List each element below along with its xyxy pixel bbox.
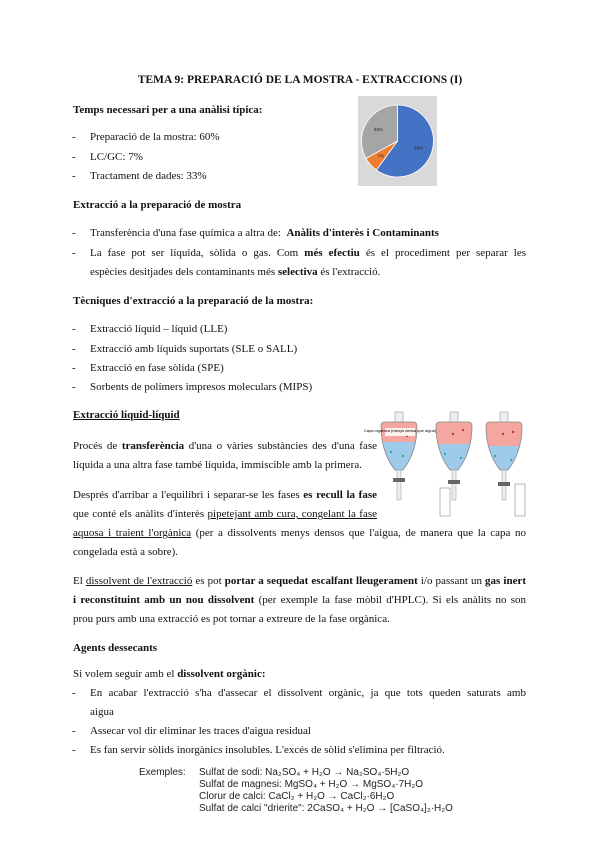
lle-p3-line: El dissolvent de l'extracció es pot portar a sequedat escalfant lleugerament i/o passant un gas inert (73, 575, 527, 587)
pie-data-label: 33% (373, 127, 383, 133)
agents-intro: Si volem seguir amb el dissolvent orgànic: (73, 668, 266, 680)
agents-bullet: - En acabar l'extracció s'ha d'assecar el dissolvent orgànic, ja que tots queden saturats amb (72, 687, 526, 699)
example-line: Clorur de calci: CaCl₂ + H₂O → CaCl₂·6H₂O (199, 791, 395, 802)
lle-p2-line: Després d'arribar a l'equilibri i separar-se les fases es recull la fase (73, 489, 377, 501)
lle-p2-line: que conté els anàlits d'interès pipetejant amb cura, congelant la fase (73, 508, 377, 520)
lle-p2-line: aquosa i traient l'orgànica (per a dissolvents menys densos que l'aigua, de manera que la capa no (73, 527, 526, 539)
extraccio-heading: Extracció a la preparació de mostra (73, 199, 242, 211)
lle-p3-line: i reconstituint amb un nou dissolvent (per exemple la fase mòbil d'HPLC). Si els anàlits no son (73, 594, 527, 606)
example-line: Sulfat de magnesi: MgSO₄ + H₂O → MgSO₄·7H₂O (199, 779, 424, 790)
pie-data-label: 60% (414, 145, 424, 151)
lle-p2-line: congelada està a sobre). (73, 546, 179, 558)
temps-item: - LC/GC: 7% (72, 151, 143, 163)
lle-p3-line: prou purs amb una extracció es pot tornar a extreure de la fase orgànica. (73, 613, 390, 625)
temps-item: - Tractament de dades: 33% (72, 170, 207, 182)
funnel-1 (373, 412, 433, 500)
example-line: Sulfat de calci "drierite": 2CaSO₄ + H₂O → [CaSO₄]₂·H₂O (199, 803, 453, 814)
temps-item: - Preparació de la mostra: 60% (72, 131, 220, 143)
extraccio-bullet: - Transferència d'una fase química a altra de: Anàlits d'interès i Contaminants (72, 227, 439, 239)
page-title: TEMA 9: PREPARACIÓ DE LA MOSTRA - EXTRACCIONS (I) (137, 74, 463, 86)
time-pie-chart (358, 96, 437, 186)
funnel-3 (478, 412, 538, 516)
tecniques-heading: Tècniques d'extracció a la preparació de la mostra: (73, 295, 314, 307)
tecnica-item: - Extracció líquid – líquid (LLE) (72, 323, 228, 335)
agents-heading: Agents dessecants (73, 642, 158, 654)
tecnica-item: - Sorbents de polímers impresos moleculars (MIPS) (72, 381, 313, 393)
lle-p1-line: líquida a una altra fase també líquida, immiscible amb la primera. (73, 459, 362, 471)
agents-bullet: - Assecar vol dir eliminar les traces d'aigua residual (72, 725, 311, 737)
agents-bullet-cont: aigua (90, 706, 114, 718)
examples-label: Exemples: (139, 767, 186, 778)
separatory-funnel-figure (363, 412, 528, 520)
example-line: Sulfat de sodi: Na₂SO₄ + H₂O → Na₂SO₄·5H₂O (199, 767, 410, 778)
funnel-label: Capa orgànica (menys densa que aigua) (363, 428, 437, 433)
tecnica-item: - Extracció amb líquids suportats (SLE o SALL) (72, 343, 298, 355)
tecnica-item: - Extracció en fase sòlida (SPE) (72, 362, 224, 374)
lle-p1-line: Procés de transferència d'una o vàries substàncies des d'una fase (73, 440, 378, 452)
lle-heading: Extracció líquid-líquid (73, 409, 180, 421)
pie-data-label: 7% (377, 153, 385, 159)
temps-heading: Temps necessari per a una anàlisi típica: (73, 104, 263, 116)
funnel-2 (428, 412, 488, 516)
extraccio-bullet-cont: espècies desitjades dels contaminants més selectiva és l'extracció. (90, 266, 381, 278)
extraccio-bullet: - La fase pot ser líquida, sòlida o gas. Com més efectiu és el procediment per separar les (72, 247, 527, 259)
agents-bullet: - Es fan servir sòlids inorgànics insolubles. L'excés de sòlid s'elimina per filtració. (72, 744, 445, 756)
